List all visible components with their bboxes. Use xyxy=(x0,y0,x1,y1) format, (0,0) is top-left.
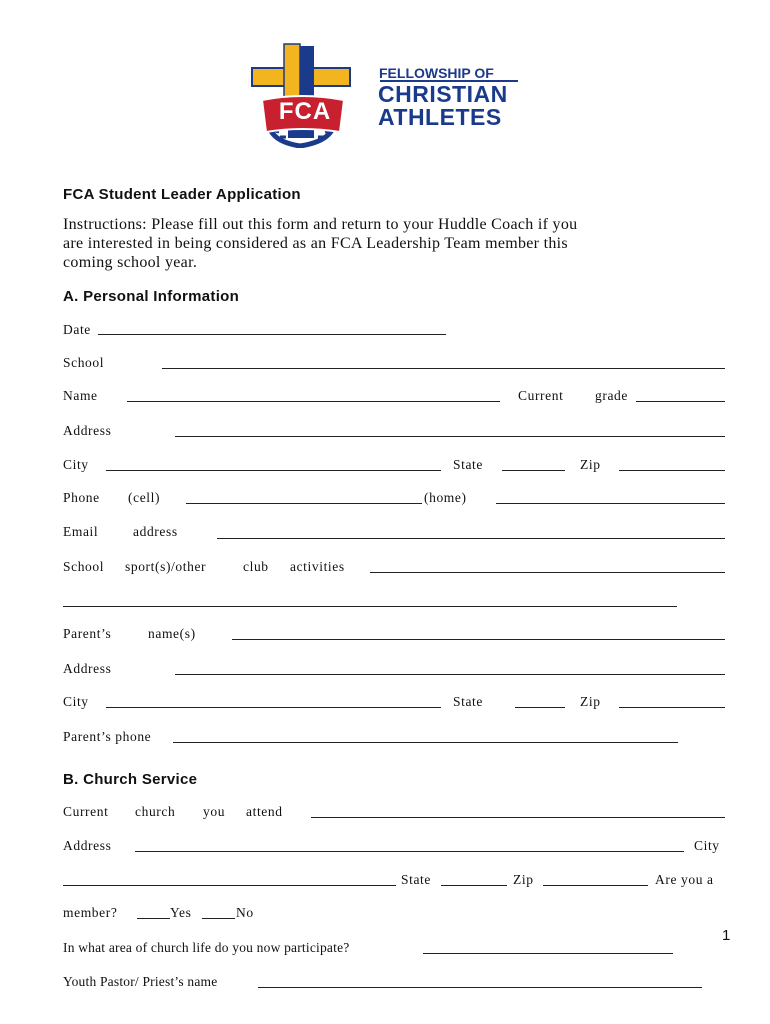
member-yes-field[interactable] xyxy=(137,918,170,919)
activities-label-club: club xyxy=(243,559,269,574)
member-no-field[interactable] xyxy=(202,918,235,919)
email-label: Email xyxy=(63,524,99,539)
church-field[interactable] xyxy=(311,817,725,818)
church-state-label: State xyxy=(401,872,431,887)
current-label: Current xyxy=(518,388,564,403)
zip-label: Zip xyxy=(580,457,601,472)
parent-state-label: State xyxy=(453,694,483,709)
fca-logo xyxy=(248,42,358,148)
home-label: (home) xyxy=(424,490,467,505)
activities-label-activities: activities xyxy=(290,559,345,574)
are-you-a-label: Are you a xyxy=(655,872,714,887)
parent-city-field[interactable] xyxy=(106,707,441,708)
address-field[interactable] xyxy=(175,436,725,437)
logo-line-3: ATHLETES xyxy=(378,104,502,130)
date-field[interactable] xyxy=(98,334,446,335)
address-label: Address xyxy=(63,423,112,438)
logo-line-1: FELLOWSHIP OF xyxy=(379,65,494,81)
activities-label-school: School xyxy=(63,559,105,574)
instructions-line-2: are interested in being considered as an FCA Leadership Team member this xyxy=(63,235,568,252)
email-field[interactable] xyxy=(217,538,725,539)
state-label: State xyxy=(453,457,483,472)
parent-address-field[interactable] xyxy=(175,674,725,675)
church-city-field[interactable] xyxy=(63,885,396,886)
school-field[interactable] xyxy=(162,368,725,369)
parent-phone-label: Parent’s phone xyxy=(63,729,152,744)
activities-field[interactable] xyxy=(370,572,725,573)
section-a-heading: A. Personal Information xyxy=(63,288,240,305)
church-state-field[interactable] xyxy=(441,885,507,886)
name-field[interactable] xyxy=(127,401,500,402)
email-address-label: address xyxy=(133,524,178,539)
parent-phone-field[interactable] xyxy=(173,742,678,743)
page-title: FCA Student Leader Application xyxy=(63,186,301,203)
parents-label: Parent’s xyxy=(63,626,112,641)
name-label: Name xyxy=(63,388,98,403)
grade-field[interactable] xyxy=(636,401,725,402)
zip-field[interactable] xyxy=(619,470,725,471)
city-label: City xyxy=(63,457,89,472)
pastor-field[interactable] xyxy=(258,987,702,988)
church-address-field[interactable] xyxy=(135,851,684,852)
phone-label: Phone xyxy=(63,490,100,505)
member-no-label: No xyxy=(236,905,254,920)
logo-line-2: CHRISTIAN xyxy=(378,81,508,107)
page-number: 1 xyxy=(722,927,731,944)
state-field[interactable] xyxy=(502,470,565,471)
member-label: member? xyxy=(63,905,118,920)
instructions-line-1: Instructions: Please fill out this form and return to your Huddle Coach if you xyxy=(63,216,578,233)
member-yes-label: Yes xyxy=(170,905,192,920)
logo-badge-text: FCA xyxy=(278,98,332,125)
city-field[interactable] xyxy=(106,470,441,471)
church-zip-label: Zip xyxy=(513,872,534,887)
date-label: Date xyxy=(63,322,91,337)
parents-names-field[interactable] xyxy=(232,639,725,640)
grade-label: grade xyxy=(595,388,628,403)
church-label-attend: attend xyxy=(246,804,283,819)
parent-city-label: City xyxy=(63,694,89,709)
church-zip-field[interactable] xyxy=(543,885,648,886)
church-label-current: Current xyxy=(63,804,109,819)
church-label-you: you xyxy=(203,804,226,819)
parent-zip-label: Zip xyxy=(580,694,601,709)
cell-phone-field[interactable] xyxy=(186,503,422,504)
parent-address-label: Address xyxy=(63,661,112,676)
school-label: School xyxy=(63,355,105,370)
cell-label: (cell) xyxy=(128,490,161,505)
parent-state-field[interactable] xyxy=(515,707,565,708)
section-b-heading: B. Church Service xyxy=(63,771,198,788)
church-label-church: church xyxy=(135,804,176,819)
pastor-label: Youth Pastor/ Priest’s name xyxy=(63,974,218,989)
participate-field[interactable] xyxy=(423,953,673,954)
activities-field-2[interactable] xyxy=(63,606,677,607)
activities-label-sports: sport(s)/other xyxy=(125,559,207,574)
parent-zip-field[interactable] xyxy=(619,707,725,708)
home-phone-field[interactable] xyxy=(496,503,725,504)
participate-label: In what area of church life do you now participate? xyxy=(63,940,350,955)
parents-names-label: name(s) xyxy=(148,626,196,641)
church-city-label: City xyxy=(694,838,720,853)
instructions-line-3: coming school year. xyxy=(63,254,198,271)
church-address-label: Address xyxy=(63,838,112,853)
